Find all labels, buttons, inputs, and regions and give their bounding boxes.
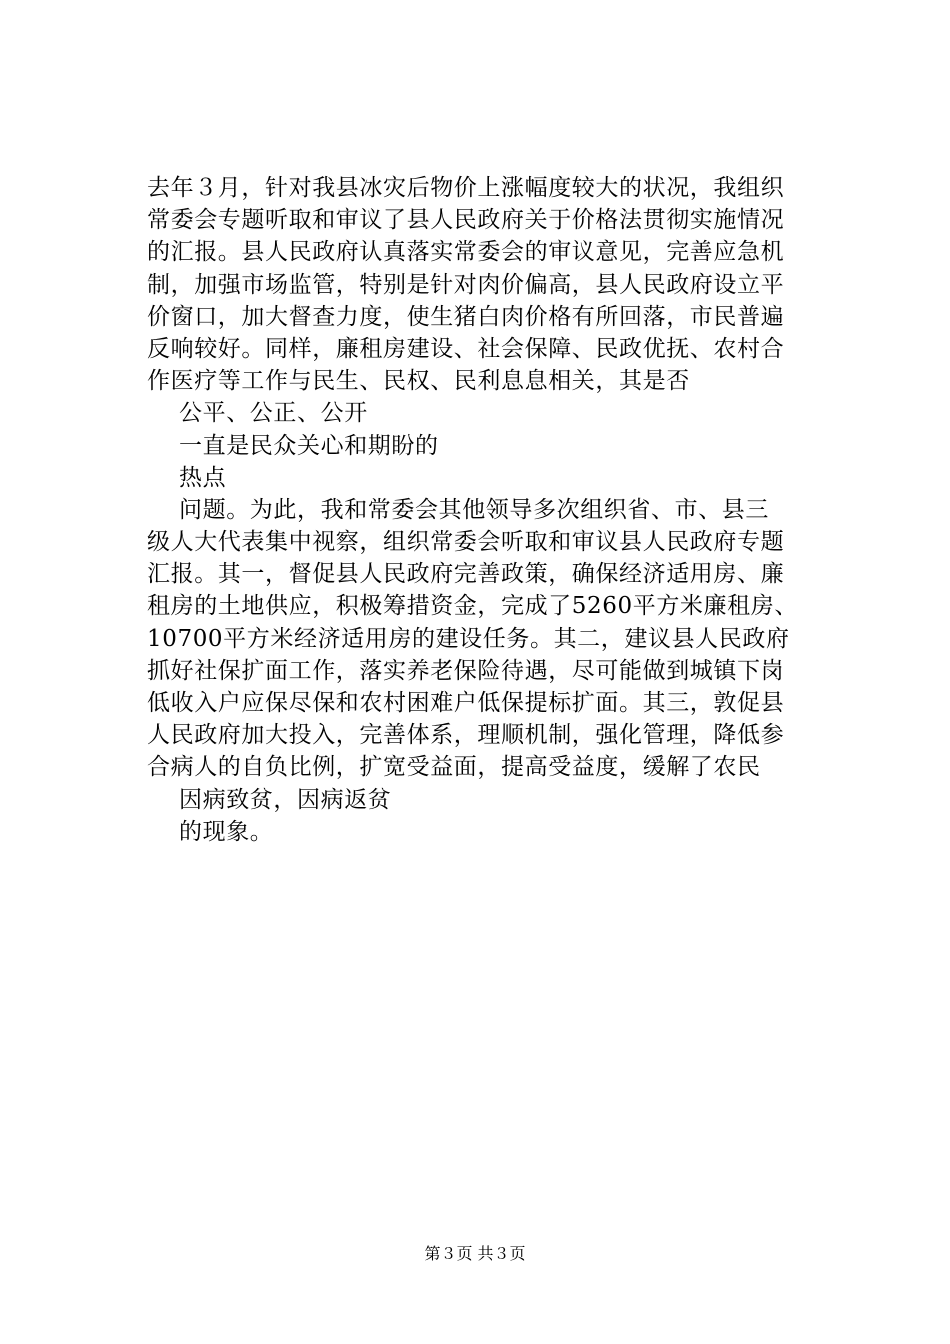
body-line: 热点 — [179, 464, 227, 491]
page-number: 第３页 共３页 — [424, 1244, 526, 1263]
body-line: 合病人的自负比例，扩宽受益面，提高受益度，缓解了农民 — [147, 754, 761, 781]
body-line: 汇报。其一，督促县人民政府完善政策，确保经济适用房、廉 — [147, 561, 785, 588]
body-line: 因病致贫，因病返贫 — [179, 786, 392, 813]
body-line: 级人大代表集中视察，组织常委会听取和审议县人民政府专题 — [147, 529, 785, 556]
body-line: 一直是民众关心和期盼的 — [179, 432, 439, 459]
body-line: 10700平方米经济适用房的建设任务。其二，建议县人民政府 — [147, 625, 790, 652]
body-line: 租房的土地供应，积极筹措资金，完成了5260平方米廉租房、 — [147, 593, 798, 620]
body-line: 人民政府加大投入，完善体系，理顺机制，强化管理，降低参 — [147, 722, 785, 749]
document-body — [147, 172, 867, 848]
body-line: 公平、公正、公开 — [179, 400, 368, 427]
body-line: 制，加强市场监管，特别是针对肉价偏高，县人民政府设立平 — [147, 271, 785, 298]
body-line: 去年３月，针对我县冰灾后物价上涨幅度较大的状况，我组织 — [147, 175, 785, 201]
body-line: 反响较好。同样，廉租房建设、社会保障、民政优抚、农村合 — [147, 335, 785, 362]
body-line: 抓好社保扩面工作，落实养老保险待遇，尽可能做到城镇下岗 — [147, 657, 785, 684]
body-line: 价窗口，加大督查力度，使生猪白肉价格有所回落，市民普遍 — [147, 303, 785, 330]
body-line: 低收入户应保尽保和农村困难户低保提标扩面。其三，敦促县 — [147, 690, 785, 716]
body-line: 作医疗等工作与民生、民权、民利息息相关，其是否 — [147, 368, 690, 395]
body-line: 的现象。 — [179, 818, 274, 845]
body-line: 的汇报。县人民政府认真落实常委会的审议意见，完善应急机 — [147, 239, 785, 266]
body-line: 常委会专题听取和审议了县人民政府关于价格法贯彻实施情况 — [147, 207, 785, 234]
body-line: 问题。为此，我和常委会其他领导多次组织省、市、县三 — [179, 496, 769, 523]
page-footer — [0, 1244, 950, 1264]
